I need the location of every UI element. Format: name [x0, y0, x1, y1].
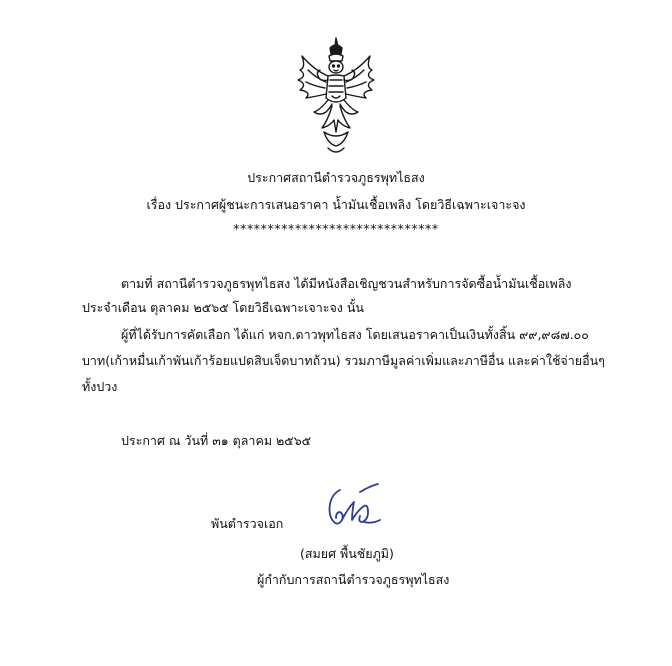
announcement-date: ประกาศ ณ วันที่ ๓๑ ตุลาคม ๒๕๖๕ [121, 433, 312, 448]
signer-rank: พันตำรวจเอก [211, 516, 284, 531]
paragraph-2-line-1: ผู้ที่ได้รับการคัดเลือก ได้แก่ หจก.ดาวพุทไธสง โดยเสนอราคาเป็นเงินทั้งสิ้น ๙๙,๙๘๗.๐๐ [121, 327, 589, 342]
garuda-emblem-icon [292, 36, 380, 158]
paragraph-2-line-3: ทั้งปวง [82, 379, 118, 394]
signer-name: (สมยศ พื้นชัยภูมิ) [300, 546, 394, 561]
signature-icon [318, 482, 386, 534]
signer-position: ผู้กำกับการสถานีตำรวจภูธรพุทไธสง [257, 572, 450, 587]
paragraph-2-line-2: บาท(เก้าหมื่นเก้าพันเก้าร้อยแปดสิบเจ็ดบาทถ้วน) รวมภาษีมูลค่าเพิ่มและภาษีอื่น และค่าใช้จ่ายอื่นๆ [82, 353, 605, 368]
paragraph-1-line-1: ตามที่ สถานีตำรวจภูธรพุทไธสง ได้มีหนังสือเชิญชวนสำหรับการจัดซื้อน้ำมันเชื้อเพลิง [121, 276, 572, 291]
paragraph-1-line-2: ประจำเดือน ตุลาคม ๒๕๖๕ โดยวิธีเฉพาะเจาะจง นั้น [82, 300, 364, 315]
announcement-subject: เรื่อง ประกาศผู้ชนะการเสนอราคา น้ำมันเชื้อเพลิง โดยวิธีเฉพาะเจาะจง [146, 197, 526, 212]
separator-line: ****************************** [233, 221, 439, 236]
announcement-title: ประกาศสถานีตำรวจภูธรพุทไธสง [247, 170, 425, 185]
